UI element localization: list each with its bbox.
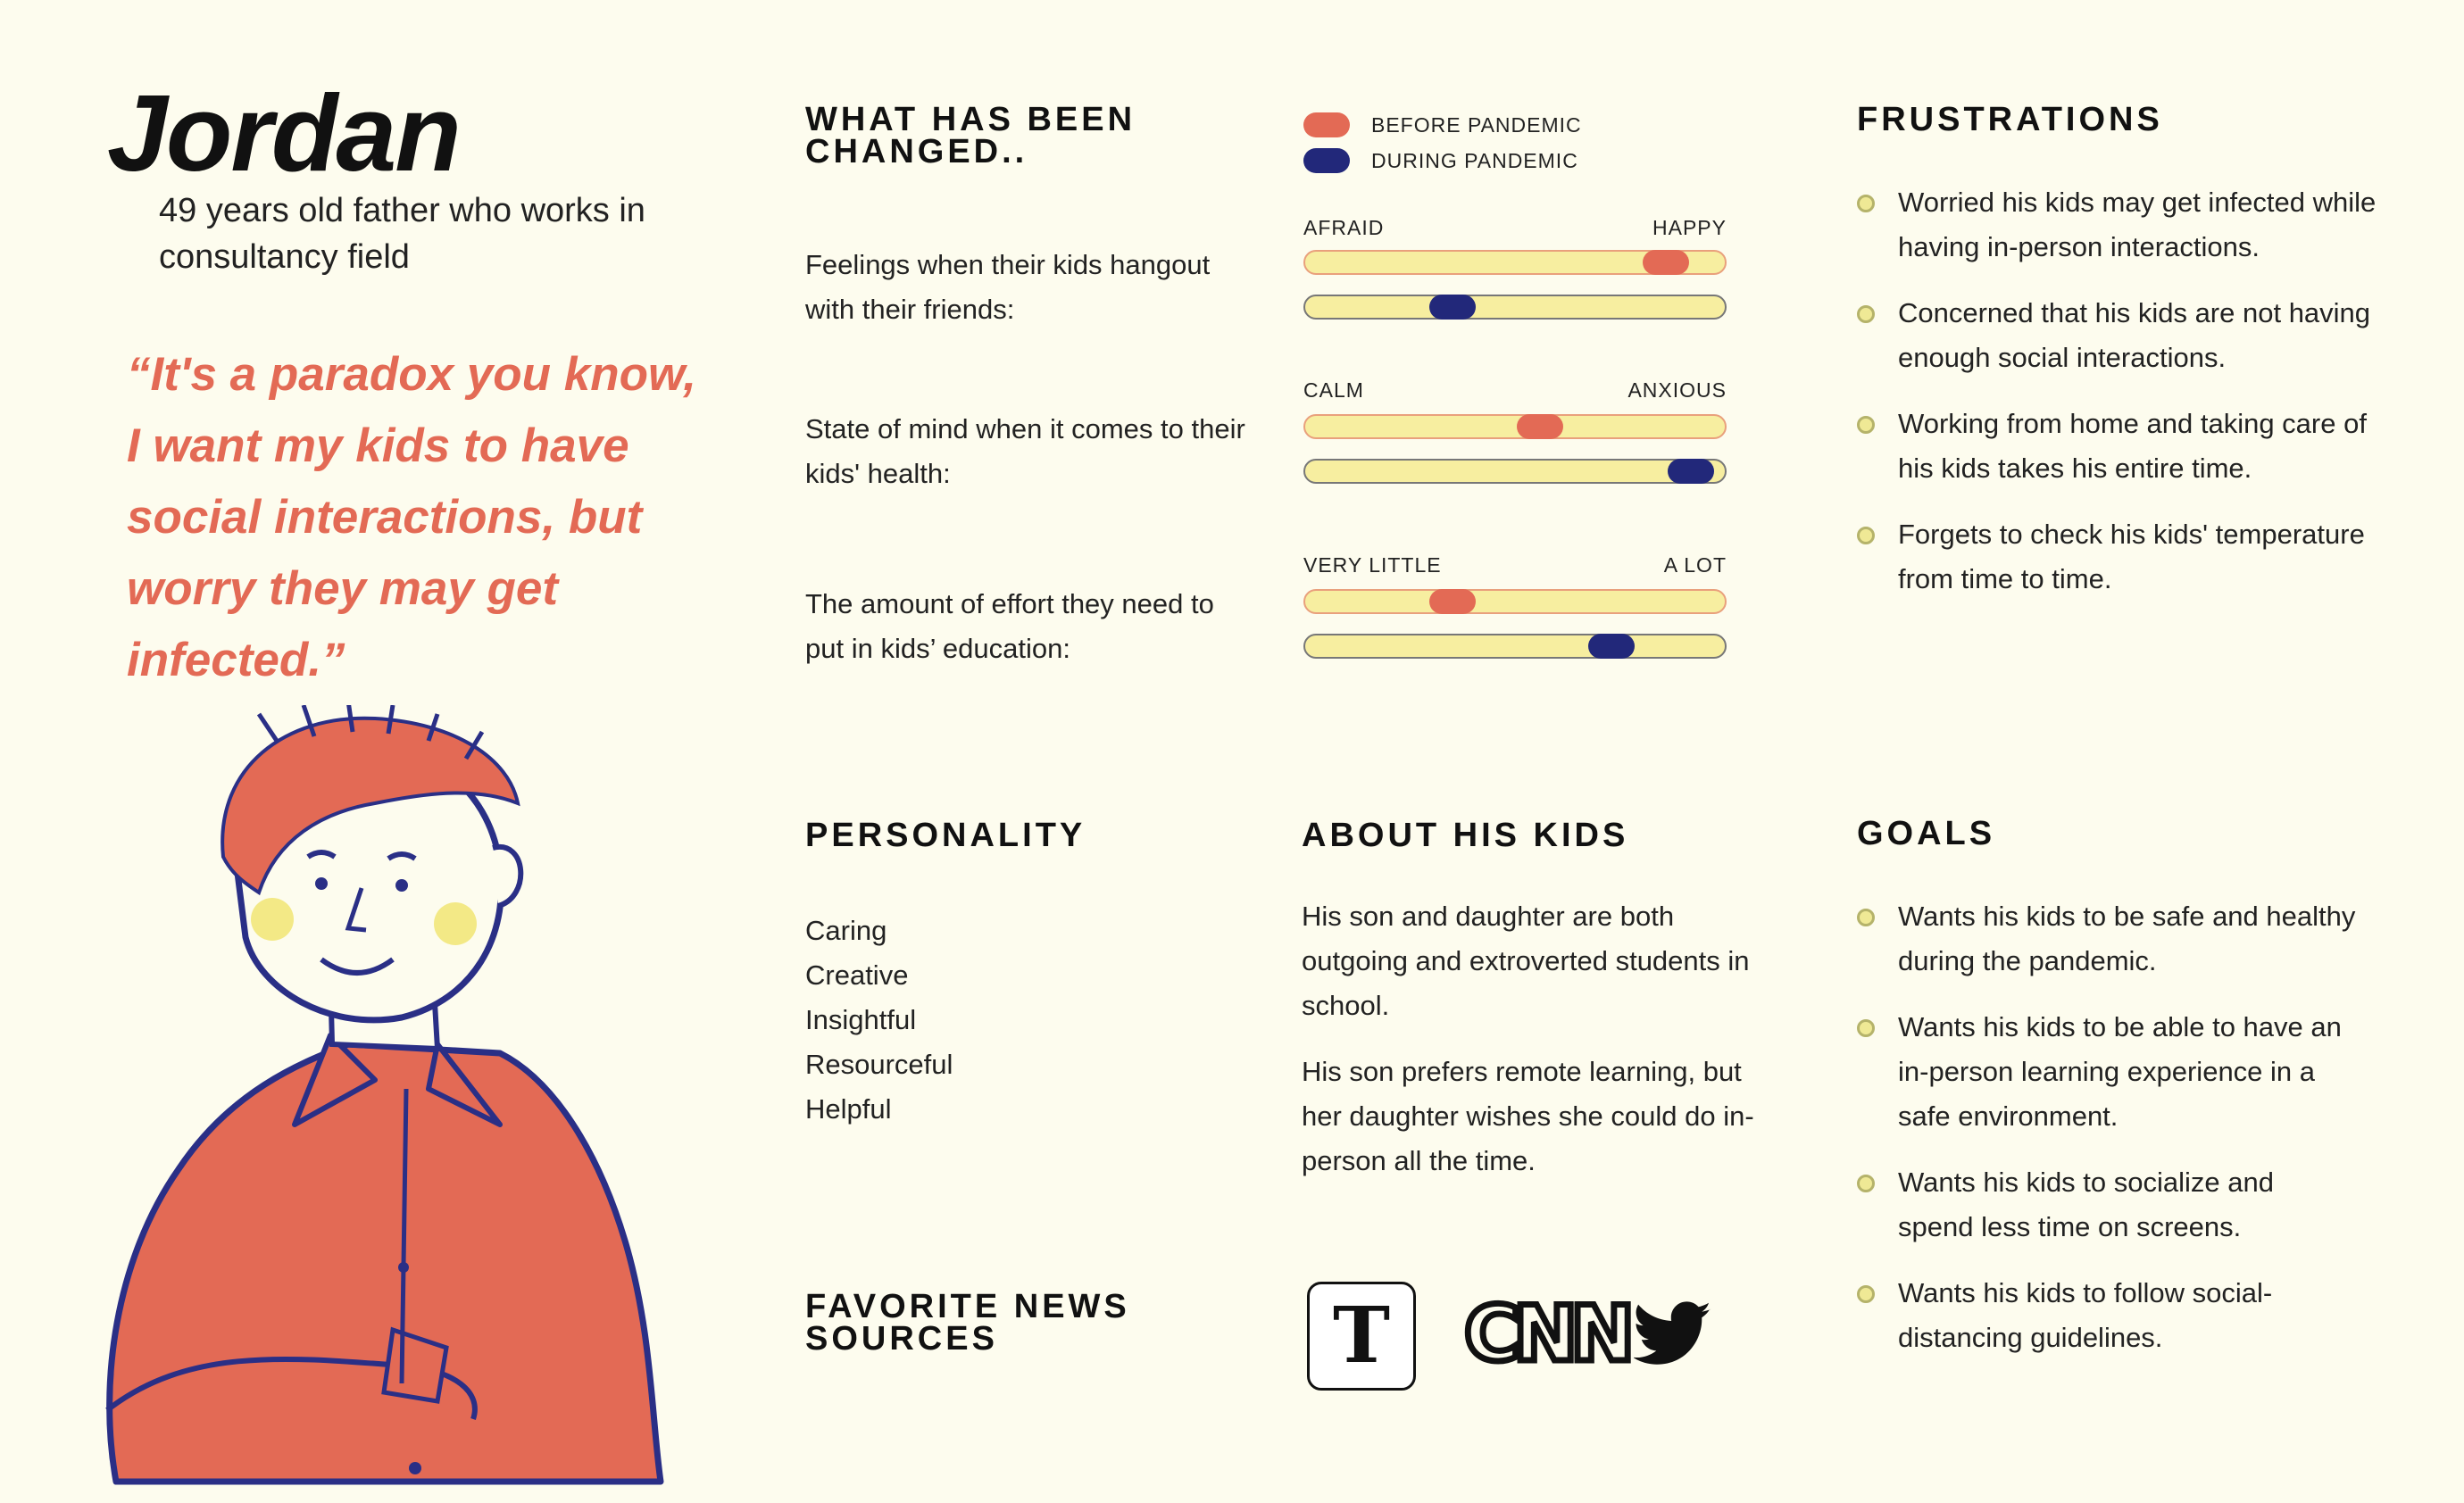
personality-trait: Creative (805, 959, 909, 991)
about-kids-paragraph: His son prefers remote learning, but her daughter wishes she could do in-person all the time. (1302, 1056, 1754, 1176)
slider-during (1303, 459, 1727, 484)
change-question: State of mind when it comes to their kids' health: (805, 413, 1245, 489)
slider-before-thumb (1429, 589, 1476, 614)
personality-trait: Resourceful (805, 1049, 953, 1080)
personality-trait: Caring (805, 915, 887, 946)
goal-item: Wants his kids to be safe and healthy during the pandemic. (1857, 894, 2357, 984)
slider-before (1303, 589, 1727, 614)
legend-during (1303, 148, 1582, 173)
frustration-item: Worried his kids may get infected while having in-person interactions. (1857, 180, 2393, 270)
frustration-item: Concerned that his kids are not having enough social interactions. (1857, 291, 2393, 380)
goal-item: Wants his kids to follow social-distancing guidelines. (1857, 1271, 2357, 1360)
slider-before-thumb (1643, 250, 1689, 275)
scale-labels (1303, 553, 1727, 577)
personality-list (805, 909, 953, 1132)
frustrations-list (1857, 180, 2393, 623)
persona-quote: “It's a paradox you know, I want my kids to have social interactions, but worry they may get infected.” (127, 348, 696, 686)
slider-before (1303, 414, 1727, 439)
scale-max-label: A LOT (1663, 553, 1727, 577)
scale-min-label: CALM (1303, 378, 1364, 402)
goal-item: Wants his kids to be able to have an in-person learning experience in a safe environment. (1857, 1005, 2357, 1139)
scale-max-label: HAPPY (1652, 216, 1727, 239)
change-question: Feelings when their kids hangout with their friends: (805, 249, 1211, 325)
scale-labels (1303, 216, 1727, 240)
twitter-bird-icon (1634, 1301, 1712, 1367)
changes-legend (1303, 112, 1582, 184)
about-kids-title: ABOUT HIS KIDS (1302, 817, 1629, 854)
persona-illustration (80, 705, 687, 1499)
cnn-logo-icon: CNN (1464, 1290, 1628, 1379)
slider-during-thumb (1588, 634, 1635, 659)
news-title: FAVORITE NEWS SOURCES (805, 1288, 1130, 1358)
persona-name: Jordan (107, 72, 460, 194)
frustrations-title: FRUSTRATIONS (1857, 101, 2163, 138)
legend-before (1303, 112, 1582, 137)
goal-item: Wants his kids to socialize and spend less time on screens. (1857, 1160, 2357, 1250)
personality-title: PERSONALITY (805, 817, 1086, 854)
personality-trait: Insightful (805, 1004, 917, 1035)
legend-before-swatch (1303, 112, 1350, 137)
frustration-item: Working from home and taking care of his kids takes his entire time. (1857, 402, 2393, 491)
slider-during (1303, 295, 1727, 320)
goals-list (1857, 894, 2357, 1382)
persona-subtitle: 49 years old father who works in consultancy field (159, 192, 645, 276)
personality-trait: Helpful (805, 1093, 892, 1125)
scale-max-label: ANXIOUS (1627, 378, 1727, 402)
nyt-logo-icon (1307, 1282, 1416, 1391)
nyt-logo-glyph: T (1333, 1291, 1390, 1381)
slider-during-thumb (1429, 295, 1476, 320)
slider-during-thumb (1668, 459, 1714, 484)
slider-before-thumb (1517, 414, 1563, 439)
scale-min-label: AFRAID (1303, 216, 1385, 239)
changes-title: WHAT HAS BEEN CHANGED.. (805, 101, 1136, 170)
scale-labels (1303, 378, 1727, 403)
change-question: The amount of effort they need to put in kids’ education: (805, 588, 1214, 664)
frustration-item: Forgets to check his kids' temperature from time to time. (1857, 512, 2393, 602)
legend-during-label: DURING PANDEMIC (1371, 148, 1578, 172)
about-kids-paragraph: His son and daughter are both outgoing and extroverted students in school. (1302, 901, 1750, 1021)
goals-title: GOALS (1857, 815, 1996, 852)
legend-during-swatch (1303, 148, 1350, 173)
slider-before (1303, 250, 1727, 275)
scale-min-label: VERY LITTLE (1303, 553, 1442, 577)
slider-during (1303, 634, 1727, 659)
legend-before-label: BEFORE PANDEMIC (1371, 112, 1582, 137)
